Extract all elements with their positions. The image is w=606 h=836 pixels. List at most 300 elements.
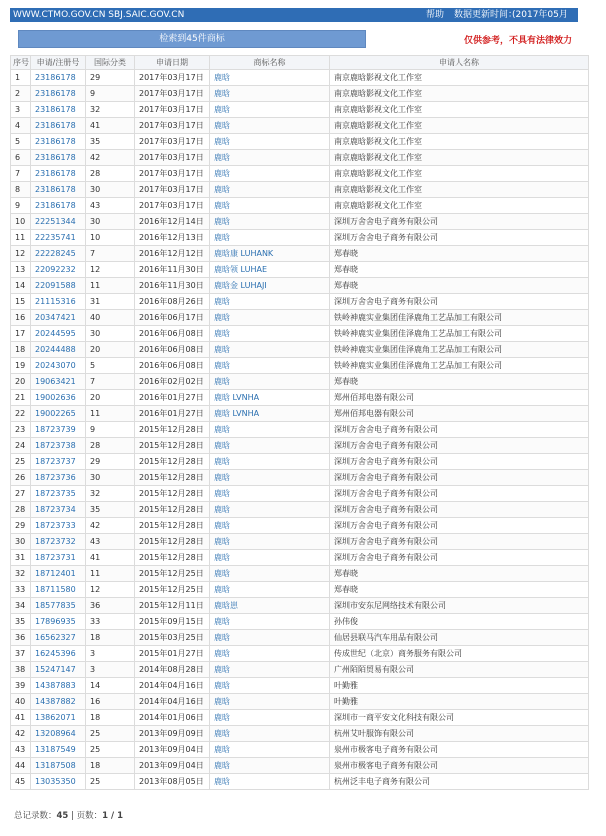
mark-name-link[interactable]: 鹿晗 (210, 326, 330, 342)
table-row (11, 662, 589, 678)
help-link[interactable]: 帮助 (426, 10, 445, 20)
header-applicant: 申请人名称 (330, 56, 589, 70)
mark-name-link[interactable]: 鹿晗 (210, 166, 330, 182)
apply-date: 2015年12月28日 (135, 518, 210, 534)
apply-date: 2016年11月30日 (135, 278, 210, 294)
applicant-name: 泉州市极客电子商务有限公司 (330, 758, 589, 774)
reg-number-link[interactable]: 16562327 (31, 630, 86, 646)
apply-date: 2016年08月26日 (135, 294, 210, 310)
reg-number-link[interactable]: 22251344 (31, 214, 86, 230)
mark-name-link[interactable]: 鹿晗 (210, 86, 330, 102)
mark-name-link[interactable]: 鹿晗 LVNHA (210, 406, 330, 422)
apply-date: 2016年06月08日 (135, 326, 210, 342)
table-row (11, 406, 589, 422)
row-index: 12 (11, 246, 31, 262)
mark-name-link[interactable]: 鹿晗 (210, 102, 330, 118)
intl-class: 12 (86, 262, 135, 278)
row-index: 27 (11, 486, 31, 502)
applicant-name: 深圳市一商平安文化科技有限公司 (330, 710, 589, 726)
mark-name-link[interactable]: 鹿晗 (210, 470, 330, 486)
header-mark-name: 商标名称 (210, 56, 330, 70)
mark-name-link[interactable]: 鹿晗康 LUHANK (210, 246, 330, 262)
mark-name-link[interactable]: 鹿晗 (210, 518, 330, 534)
reg-number-link[interactable]: 22092232 (31, 262, 86, 278)
apply-date: 2013年09月09日 (135, 726, 210, 742)
reg-number-link[interactable]: 18723732 (31, 534, 86, 550)
table-row (11, 294, 589, 310)
table-row (11, 518, 589, 534)
mark-name-link[interactable]: 鹿晗 (210, 294, 330, 310)
reg-number-link[interactable]: 18723735 (31, 486, 86, 502)
reg-number-link[interactable]: 20244595 (31, 326, 86, 342)
disclaimer-text: 仅供参考，不具有法律效力 (464, 36, 573, 46)
table-row (11, 86, 589, 102)
intl-class: 16 (86, 694, 135, 710)
intl-class: 11 (86, 566, 135, 582)
reg-number-link[interactable]: 23186178 (31, 102, 86, 118)
mark-name-link[interactable]: 鹿晗 (210, 230, 330, 246)
table-row (11, 550, 589, 566)
mark-name-link[interactable]: 鹿晗 (210, 614, 330, 630)
applicant-name: 深圳万舍舍电子商务有限公司 (330, 502, 589, 518)
applicant-name: 泉州市极客电子商务有限公司 (330, 742, 589, 758)
apply-date: 2013年09月04日 (135, 742, 210, 758)
row-index: 2 (11, 86, 31, 102)
table-row (11, 278, 589, 294)
applicant-name: 郑春晓 (330, 278, 589, 294)
row-index: 1 (11, 70, 31, 86)
apply-date: 2015年01月27日 (135, 646, 210, 662)
row-index: 37 (11, 646, 31, 662)
row-index: 11 (11, 230, 31, 246)
reg-number-link[interactable]: 18723737 (31, 454, 86, 470)
reg-number-link[interactable]: 18711580 (31, 582, 86, 598)
mark-name-link[interactable]: 鹿晗 (210, 150, 330, 166)
row-index: 4 (11, 118, 31, 134)
mark-name-link[interactable]: 鹿晗 (210, 358, 330, 374)
intl-class: 36 (86, 598, 135, 614)
row-index: 38 (11, 662, 31, 678)
mark-name-link[interactable]: 鹿晗 (210, 214, 330, 230)
mark-name-link[interactable]: 鹿晗崽 (210, 598, 330, 614)
reg-number-link[interactable]: 23186178 (31, 86, 86, 102)
table-row (11, 342, 589, 358)
applicant-name: 叶勤雅 (330, 678, 589, 694)
header-class: 国际分类 (86, 56, 135, 70)
mark-name-link[interactable]: 鹿晗 (210, 630, 330, 646)
reg-number-link[interactable]: 18723736 (31, 470, 86, 486)
results-table (10, 55, 589, 790)
applicant-name: 深圳万舍舍电子商务有限公司 (330, 438, 589, 454)
reg-number-link[interactable]: 18723738 (31, 438, 86, 454)
reg-number-link[interactable]: 23186178 (31, 198, 86, 214)
reg-number-link[interactable]: 18723734 (31, 502, 86, 518)
apply-date: 2017年03月17日 (135, 118, 210, 134)
apply-date: 2015年03月25日 (135, 630, 210, 646)
applicant-name: 铁岭神鹿实业集团佳泽鹿角工艺品加工有限公司 (330, 342, 589, 358)
intl-class: 3 (86, 662, 135, 678)
row-index: 5 (11, 134, 31, 150)
row-index: 3 (11, 102, 31, 118)
applicant-name: 杭州艾叶服饰有限公司 (330, 726, 589, 742)
intl-class: 18 (86, 758, 135, 774)
result-count-banner: 检索到45件商标 (18, 30, 366, 48)
intl-class: 31 (86, 294, 135, 310)
intl-class: 10 (86, 230, 135, 246)
table-row (11, 630, 589, 646)
applicant-name: 南京鹿晗影视文化工作室 (330, 134, 589, 150)
reg-number-link[interactable]: 21115316 (31, 294, 86, 310)
row-index: 35 (11, 614, 31, 630)
table-row (11, 214, 589, 230)
row-index: 13 (11, 262, 31, 278)
table-row (11, 470, 589, 486)
apply-date: 2017年03月17日 (135, 198, 210, 214)
applicant-name: 广州陌陌贸易有限公司 (330, 662, 589, 678)
row-index: 30 (11, 534, 31, 550)
apply-date: 2014年08月28日 (135, 662, 210, 678)
reg-number-link[interactable]: 13187549 (31, 742, 86, 758)
table-row (11, 230, 589, 246)
intl-class: 29 (86, 454, 135, 470)
mark-name-link[interactable]: 鹿晗 (210, 662, 330, 678)
table-row (11, 150, 589, 166)
reg-number-link[interactable]: 18723731 (31, 550, 86, 566)
reg-number-link[interactable]: 19002265 (31, 406, 86, 422)
applicant-name: 深圳万舍舍电子商务有限公司 (330, 230, 589, 246)
table-row (11, 310, 589, 326)
table-row (11, 134, 589, 150)
intl-class: 41 (86, 550, 135, 566)
mark-name-link[interactable]: 鹿晗 (210, 678, 330, 694)
reg-number-link[interactable]: 14387882 (31, 694, 86, 710)
row-index: 10 (11, 214, 31, 230)
applicant-name: 南京鹿晗影视文化工作室 (330, 70, 589, 86)
row-index: 19 (11, 358, 31, 374)
intl-class: 30 (86, 214, 135, 230)
intl-class: 43 (86, 198, 135, 214)
table-row (11, 726, 589, 742)
intl-class: 42 (86, 150, 135, 166)
mark-name-link[interactable]: 鹿晗 (210, 374, 330, 390)
intl-class: 35 (86, 502, 135, 518)
row-index: 42 (11, 726, 31, 742)
row-index: 45 (11, 774, 31, 790)
apply-date: 2015年12月28日 (135, 470, 210, 486)
mark-name-link[interactable]: 鹿晗 (210, 438, 330, 454)
applicant-name: 深圳万舍舍电子商务有限公司 (330, 486, 589, 502)
table-row (11, 774, 589, 790)
row-index: 32 (11, 566, 31, 582)
table-row (11, 374, 589, 390)
reg-number-link[interactable]: 19063421 (31, 374, 86, 390)
row-index: 40 (11, 694, 31, 710)
mark-name-link[interactable]: 鹿晗 (210, 534, 330, 550)
apply-date: 2015年12月11日 (135, 598, 210, 614)
intl-class: 7 (86, 246, 135, 262)
applicant-name: 南京鹿晗影视文化工作室 (330, 102, 589, 118)
apply-date: 2013年09月04日 (135, 758, 210, 774)
reg-number-link[interactable]: 19002636 (31, 390, 86, 406)
applicant-name: 郑春晓 (330, 246, 589, 262)
row-index: 44 (11, 758, 31, 774)
applicant-name: 深圳万舍舍电子商务有限公司 (330, 422, 589, 438)
intl-class: 29 (86, 70, 135, 86)
reg-number-link[interactable]: 23186178 (31, 70, 86, 86)
apply-date: 2015年12月25日 (135, 566, 210, 582)
row-index: 9 (11, 198, 31, 214)
table-row (11, 454, 589, 470)
applicant-name: 郑州佰邦电器有限公司 (330, 390, 589, 406)
reg-number-link[interactable]: 13208964 (31, 726, 86, 742)
reg-number-link[interactable]: 13187508 (31, 758, 86, 774)
table-row (11, 566, 589, 582)
applicant-name: 南京鹿晗影视文化工作室 (330, 182, 589, 198)
row-index: 15 (11, 294, 31, 310)
row-index: 6 (11, 150, 31, 166)
reg-number-link[interactable]: 20243070 (31, 358, 86, 374)
apply-date: 2016年12月14日 (135, 214, 210, 230)
intl-class: 42 (86, 518, 135, 534)
mark-name-link[interactable]: 鹿晗 (210, 182, 330, 198)
table-row (11, 118, 589, 134)
applicant-name: 深圳万舍舍电子商务有限公司 (330, 550, 589, 566)
reg-number-link[interactable]: 15247147 (31, 662, 86, 678)
apply-date: 2017年03月17日 (135, 150, 210, 166)
table-row (11, 262, 589, 278)
mark-name-link[interactable]: 鹿晗 (210, 502, 330, 518)
mark-name-link[interactable]: 鹿晗 (210, 310, 330, 326)
apply-date: 2014年04月16日 (135, 694, 210, 710)
mark-name-link[interactable]: 鹿晗 (210, 774, 330, 790)
intl-class: 14 (86, 678, 135, 694)
intl-class: 32 (86, 486, 135, 502)
applicant-name: 孙伟俊 (330, 614, 589, 630)
table-row (11, 534, 589, 550)
reg-number-link[interactable]: 23186178 (31, 118, 86, 134)
applicant-name: 南京鹿晗影视文化工作室 (330, 118, 589, 134)
table-row (11, 246, 589, 262)
applicant-name: 南京鹿晗影视文化工作室 (330, 198, 589, 214)
apply-date: 2015年12月28日 (135, 454, 210, 470)
apply-date: 2017年03月17日 (135, 102, 210, 118)
table-row (11, 166, 589, 182)
header-date: 申请日期 (135, 56, 210, 70)
row-index: 20 (11, 374, 31, 390)
apply-date: 2016年01月27日 (135, 390, 210, 406)
update-time-value: (2017年05月31日) (512, 10, 568, 34)
footer-separator: | (68, 811, 77, 821)
page-count-label: 页数： (76, 811, 103, 821)
intl-class: 28 (86, 166, 135, 182)
intl-class: 25 (86, 742, 135, 758)
row-index: 39 (11, 678, 31, 694)
apply-date: 2016年11月30日 (135, 262, 210, 278)
mark-name-link[interactable]: 鹿晗 (210, 550, 330, 566)
apply-date: 2016年02月02日 (135, 374, 210, 390)
mark-name-link[interactable]: 鹿晗 (210, 486, 330, 502)
applicant-name: 郑春晓 (330, 566, 589, 582)
apply-date: 2016年12月13日 (135, 230, 210, 246)
intl-class: 32 (86, 102, 135, 118)
intl-class: 12 (86, 582, 135, 598)
intl-class: 11 (86, 278, 135, 294)
apply-date: 2014年01月06日 (135, 710, 210, 726)
intl-class: 9 (86, 422, 135, 438)
applicant-name: 铁岭神鹿实业集团佳泽鹿角工艺品加工有限公司 (330, 310, 589, 326)
mark-name-link[interactable]: 鹿晗 (210, 582, 330, 598)
mark-name-link[interactable]: 鹿晗金 LUHAJI (210, 278, 330, 294)
table-row (11, 598, 589, 614)
row-index: 26 (11, 470, 31, 486)
reg-number-link[interactable]: 20347421 (31, 310, 86, 326)
mark-name-link[interactable]: 鹿晗 (210, 70, 330, 86)
intl-class: 5 (86, 358, 135, 374)
table-row (11, 390, 589, 406)
reg-number-link[interactable]: 18723733 (31, 518, 86, 534)
apply-date: 2015年12月28日 (135, 422, 210, 438)
row-index: 23 (11, 422, 31, 438)
intl-class: 35 (86, 134, 135, 150)
mark-name-link[interactable]: 鹿晗 (210, 118, 330, 134)
applicant-name: 深圳市安东尼网络技术有限公司 (330, 598, 589, 614)
mark-name-link[interactable]: 鹿晗 (210, 134, 330, 150)
table-row (11, 710, 589, 726)
reg-number-link[interactable]: 13862071 (31, 710, 86, 726)
reg-number-link[interactable]: 14387883 (31, 678, 86, 694)
apply-date: 2017年03月17日 (135, 134, 210, 150)
table-row (11, 694, 589, 710)
apply-date: 2015年12月28日 (135, 502, 210, 518)
mark-name-link[interactable]: 鹿晗领 LUHAE (210, 262, 330, 278)
apply-date: 2015年12月28日 (135, 486, 210, 502)
table-row (11, 614, 589, 630)
reg-number-link[interactable]: 23186178 (31, 134, 86, 150)
reg-number-link[interactable]: 22228245 (31, 246, 86, 262)
intl-class: 20 (86, 342, 135, 358)
reg-number-link[interactable]: 20244488 (31, 342, 86, 358)
apply-date: 2017年03月17日 (135, 70, 210, 86)
reg-number-link[interactable]: 18712401 (31, 566, 86, 582)
reg-number-link[interactable]: 22235741 (31, 230, 86, 246)
reg-number-link[interactable]: 23186178 (31, 182, 86, 198)
applicant-name: 南京鹿晗影视文化工作室 (330, 150, 589, 166)
applicant-name: 传成世纪（北京）商务服务有限公司 (330, 646, 589, 662)
mark-name-link[interactable]: 鹿晗 (210, 422, 330, 438)
row-index: 28 (11, 502, 31, 518)
apply-date: 2016年12月12日 (135, 246, 210, 262)
applicant-name: 叶勤雅 (330, 694, 589, 710)
intl-class: 30 (86, 470, 135, 486)
mark-name-link[interactable]: 鹿晗 (210, 694, 330, 710)
total-records-label: 总记录数： (14, 811, 57, 821)
mark-name-link[interactable]: 鹿晗 (210, 566, 330, 582)
row-index: 14 (11, 278, 31, 294)
row-index: 24 (11, 438, 31, 454)
mark-name-link[interactable]: 鹿晗 (210, 198, 330, 214)
intl-class: 9 (86, 86, 135, 102)
mark-name-link[interactable]: 鹿晗 (210, 710, 330, 726)
reg-number-link[interactable]: 23186178 (31, 166, 86, 182)
reg-number-link[interactable]: 18723739 (31, 422, 86, 438)
row-index: 7 (11, 166, 31, 182)
intl-class: 20 (86, 390, 135, 406)
table-header-row (11, 56, 589, 70)
update-time-label: 数据更新时间： (454, 10, 518, 20)
reg-number-link[interactable]: 23186178 (31, 150, 86, 166)
row-index: 16 (11, 310, 31, 326)
reg-number-link[interactable]: 18577835 (31, 598, 86, 614)
apply-date: 2016年06月08日 (135, 342, 210, 358)
reg-number-link[interactable]: 13035350 (31, 774, 86, 790)
top-bar (10, 8, 578, 34)
intl-class: 33 (86, 614, 135, 630)
apply-date: 2017年03月17日 (135, 166, 210, 182)
site-url-link[interactable]: WWW.CTMO.GOV.CN SBJ.SAIC.GOV.CN (13, 10, 185, 20)
row-index: 25 (11, 454, 31, 470)
applicant-name: 铁岭神鹿实业集团佳泽鹿角工艺品加工有限公司 (330, 358, 589, 374)
reg-number-link[interactable]: 17896935 (31, 614, 86, 630)
reg-number-link[interactable]: 22091588 (31, 278, 86, 294)
table-row (11, 486, 589, 502)
intl-class: 11 (86, 406, 135, 422)
applicant-name: 深圳万舍舍电子商务有限公司 (330, 294, 589, 310)
applicant-name: 深圳万舍舍电子商务有限公司 (330, 214, 589, 230)
applicant-name: 深圳万舍舍电子商务有限公司 (330, 470, 589, 486)
intl-class: 3 (86, 646, 135, 662)
table-row (11, 182, 589, 198)
applicant-name: 郑州佰邦电器有限公司 (330, 406, 589, 422)
table-row (11, 582, 589, 598)
table-row (11, 502, 589, 518)
mark-name-link[interactable]: 鹿晗 (210, 758, 330, 774)
row-index: 22 (11, 406, 31, 422)
table-row (11, 678, 589, 694)
applicant-name: 深圳万舍舍电子商务有限公司 (330, 454, 589, 470)
intl-class: 25 (86, 726, 135, 742)
mark-name-link[interactable]: 鹿晗 (210, 742, 330, 758)
mark-name-link[interactable]: 鹿晗 (210, 726, 330, 742)
row-index: 36 (11, 630, 31, 646)
applicant-name: 郑春晓 (330, 262, 589, 278)
mark-name-link[interactable]: 鹿晗 (210, 646, 330, 662)
applicant-name: 郑春晓 (330, 582, 589, 598)
apply-date: 2016年01月27日 (135, 406, 210, 422)
applicant-name: 深圳万舍舍电子商务有限公司 (330, 518, 589, 534)
intl-class: 7 (86, 374, 135, 390)
header-index: 序号 (11, 56, 31, 70)
table-row (11, 438, 589, 454)
mark-name-link[interactable]: 鹿晗 (210, 454, 330, 470)
intl-class: 30 (86, 326, 135, 342)
applicant-name: 仙居县联马汽车用品有限公司 (330, 630, 589, 646)
header-reg-no: 申请/注册号 (31, 56, 86, 70)
reg-number-link[interactable]: 16245396 (31, 646, 86, 662)
table-row (11, 758, 589, 774)
apply-date: 2017年03月17日 (135, 86, 210, 102)
intl-class: 30 (86, 182, 135, 198)
apply-date: 2015年12月25日 (135, 582, 210, 598)
row-index: 29 (11, 518, 31, 534)
intl-class: 18 (86, 630, 135, 646)
row-index: 18 (11, 342, 31, 358)
mark-name-link[interactable]: 鹿晗 (210, 342, 330, 358)
table-row (11, 326, 589, 342)
table-row (11, 70, 589, 86)
row-index: 33 (11, 582, 31, 598)
intl-class: 43 (86, 534, 135, 550)
mark-name-link[interactable]: 鹿晗 LVNHA (210, 390, 330, 406)
